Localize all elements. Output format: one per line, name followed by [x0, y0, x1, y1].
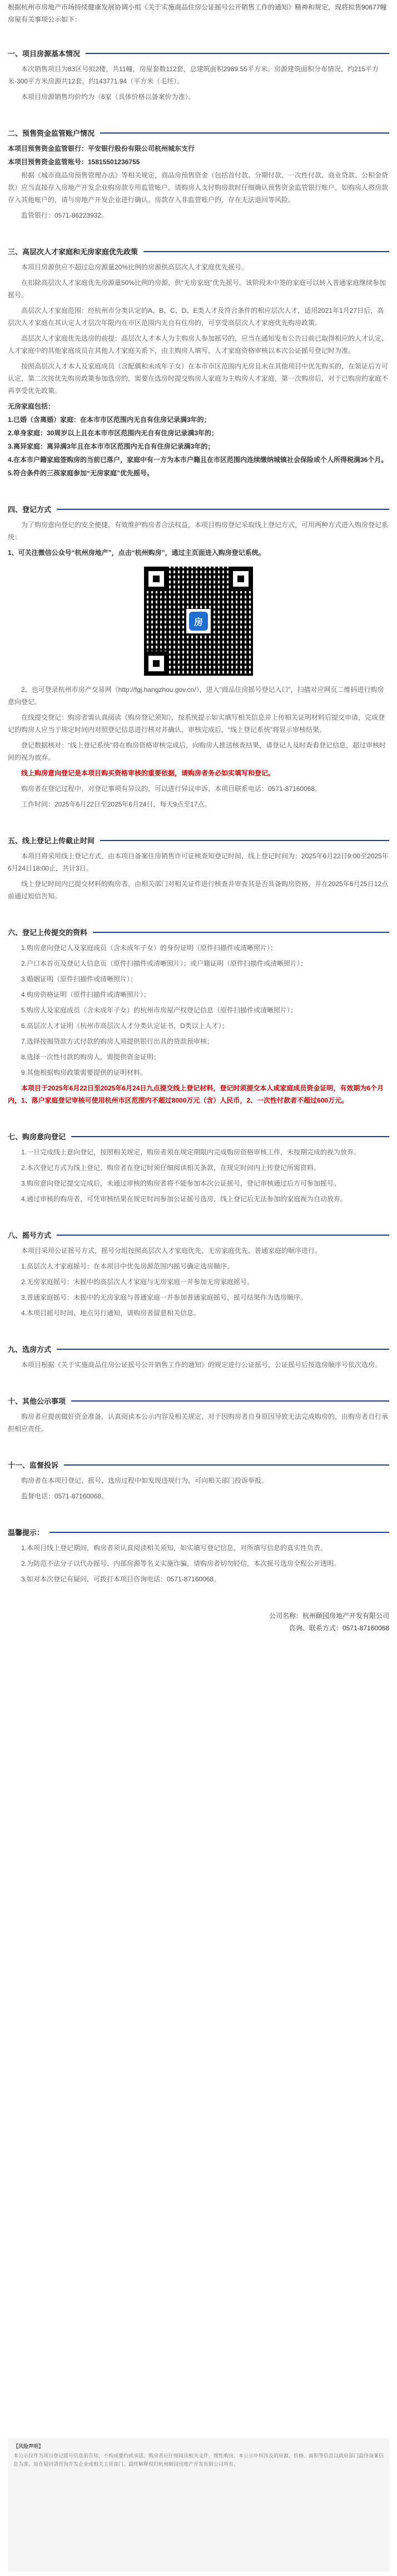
qr-code-wrapper [8, 567, 389, 676]
intro-paragraph: 根据杭州市房地产市场持续健康发展协调小组《关于实施商品住房公证摇号公开销售工作的通知》精神和规定，现将拟售90677幢房屋有关事项公示如下： [8, 3, 387, 23]
contact-info: 咨询、联系方式：0571-87160068 [289, 1624, 389, 1632]
paragraph: 3.普通家庭摇号：未摇中的无房家庭与普通家庭一并参加普通家庭摇号，摇号结果作为选房顺序。 [21, 1294, 307, 1301]
paragraph: 监管银行：0571-86223932。 [21, 212, 108, 219]
section-title-text: 五、线上登记上传截止时间 [8, 837, 95, 845]
paragraph: 3.婚姻证明（原件扫描件或清晰照片）； [21, 975, 137, 983]
paragraph: 7.选择按揭贷款方式付款的购房人须提供银行出具的贷款预审核； [21, 1038, 214, 1045]
highlight-notice: 线上购房意向登记是本项目购买资格审核的重要依据，请购房者务必如实填写和登记。 [21, 769, 275, 777]
list-item: 1.已婚（含离婚）家庭：在本市市区范围内无自有住房记录满3年的； [8, 416, 211, 424]
section-8 [8, 1230, 389, 1319]
section-11 [8, 1459, 389, 1502]
paragraph: 1.高层次人才家庭摇号：在本项目中优先房源范围内摇号确定选房顺序。 [21, 1262, 234, 1270]
paragraph: 本项目将采用线上登记方式，由本项目备案住房销售许可证核查知登记时间，线上登记时间为：2025年6月22日9:00至2025年6月24日18:00止，共计3日。 [8, 852, 389, 872]
section-divider [71, 1400, 389, 1402]
list-item: 2.单身家庭：30周岁以上且在本市市区范围内无自有住房记录满3年的； [8, 429, 219, 437]
section-title [8, 1527, 389, 1537]
paragraph: 3.购房意向登记提交完成后，未通过审核的购房者将不能参加本次公证摇号，登记审核通过后方可参加摇号。 [21, 1179, 341, 1187]
paragraph: 2.为防范不法分子以代办摇号、内部房源等名义实施诈骗，请购房者切勿轻信，本次摇号选房全程公开透明。 [21, 1560, 341, 1567]
paragraph: 本次销售项目为83区号拟2楼，共11幢，房屋套数112套，总建筑面积2989.55平方米。房源建筑面积分布情况，约215平方米-300平方米房源共12套，约143771.94（平方米（毛坯）。 [8, 65, 379, 85]
announcement-content [8, 1, 389, 1634]
paragraph: 线上登记时间内已提交材料的购房者，由相关部门对相关证件进行核查并审查其是否具备购房资格，并在2025年6月25日12点前通过短信告知。 [8, 880, 389, 900]
section-title-text: 温馨提示： [8, 1528, 44, 1537]
list-item: 1、可关注微信公众号“杭州房地产”，点击“杭州购房”，通过主页面进入购房登记系统。 [8, 549, 265, 557]
section-title-text: 九、选房方式 [8, 1345, 52, 1354]
paragraph: 在线提交登记：购房者需认真阅读《购房登记须知》，按系统提示如实填写相关信息并上传相关证明材料后提交申请，完成登记的购房人应当于规定时间内对照登记信息进行核对并确认，审核完成后，“线上登记系统”将显示审核结果。 [8, 714, 385, 734]
section-title [8, 1395, 389, 1406]
paragraph: 1.一旦完成线上意向登记，按照相关规定，购房者须在规定期限内完成购房资格审核工作，未按期完成的视为放弃。 [21, 1148, 361, 1156]
section-divider [49, 1532, 389, 1533]
section-divider [86, 53, 389, 54]
paragraph: 4.通过审核的购房者，可凭审核结果在规定时间参加公证摇号选房，线上登记后无法参加的家庭视为自动放弃。 [21, 1195, 348, 1203]
section-3 [8, 246, 389, 479]
qr-center [186, 609, 211, 633]
paragraph: 3.如对本次登记有疑问，可拨打本项目咨询电话：0571-87160068。 [21, 1575, 221, 1583]
paragraph: 8.选择一次性付款的购房人，需提供资金证明； [21, 1053, 161, 1061]
paragraph: 本项目根据《关于实施商品住房公证摇号公开销售工作的通知》的规定进行公证摇号，公证摇号后按选房顺序号依次选房。 [21, 1361, 382, 1369]
signoff [8, 1610, 389, 1634]
paragraph: 2.本次登记方式为线上登记，购房者在登记时须仔细阅读相关条款，在规定时间内上传登记所需资料。 [21, 1164, 321, 1172]
qr-code-icon[interactable] [144, 567, 253, 676]
section-title [8, 927, 389, 937]
paragraph: 监督电话：0571-87160068。 [21, 1492, 108, 1500]
section-divider [57, 1235, 389, 1236]
section-title [8, 504, 389, 514]
paragraph: 9.其他根据购房政策需要提供的证明材料。 [21, 1069, 147, 1076]
paragraph: 为了购房意向登记的安全便捷，有效维护购房者合法权益，本项目购房登记采取线上登记方式，可用两种方式进入购房登记系统： [8, 521, 389, 541]
paragraph: 5.购房人及家庭成员（含未成年子女）的杭州市房屋产权登记信息（原件扫描件或清晰照片）； [21, 1006, 297, 1014]
section-title [8, 48, 389, 58]
section-title-text: 十、其他公示事项 [8, 1397, 66, 1405]
section-divider [71, 1136, 389, 1137]
paragraph: 1.购房意向登记人及家庭成员（含未成年子女）的身份证明（原件扫描件或清晰照片）； [21, 944, 277, 952]
company-name: 公司名称：杭州颐园房地产开发有限公司 [269, 1612, 389, 1620]
section-divider [100, 840, 389, 841]
section-12 [8, 1527, 389, 1585]
section-divider [57, 509, 389, 510]
section-divider [64, 1464, 389, 1466]
paragraph: 按照高层次人才本人及家庭成员（含配偶和未成年子女）在本市市区范围内无房且未在其他项目中优先购买的，在领证后方可认定，第二次按优先购房政策参加选房的，需要在选房时提交购房人家庭为主购房人才家庭，第一次购房后，对于已购房的家庭不再享受优先政策。 [8, 362, 389, 395]
qr-finder-pattern [229, 567, 253, 591]
section-6 [8, 927, 389, 1107]
section-9 [8, 1344, 389, 1371]
qr-finder-pattern [144, 567, 168, 591]
paragraph: 1.本项目线上登记期间，购房者须认真阅读相关须知，如实填写登记信息，对所填写信息的真实性负责。 [21, 1544, 327, 1552]
qr-finder-pattern [144, 651, 168, 676]
paragraph: 高层次人才家庭范围：经杭州市分类认定的A、B、C、D、E类人才及符合条件的相应层次人才，适用2021年1月27日后，高层次人才家庭在其认定人才层次年限内在市区范围内无自有住房的，可享受高层次人才家庭优先购房政策。 [8, 307, 384, 327]
paragraph: 购房者在登记过程中，对登记事项有异议的，可以进行异议申诉，本项目联系电话：0571-87160068。 [21, 785, 322, 793]
paragraph: 购房者应提前做好资金准备，认真阅读本公示内容及相关规定，对于因购房者自身原因导致无法完成购房的，由购房者自行承担相应责任。 [8, 1413, 389, 1433]
section-1 [8, 48, 389, 103]
section-title [8, 127, 389, 138]
section-title-text: 七、购房意向登记 [8, 1133, 66, 1141]
section-title-text: 四、登记方式 [8, 505, 52, 514]
disclaimer-text: 本公示仅作为项目登记摇号信息的告知，不构成要约或承诺。购房者应仔细阅读相关文件，理性购房。本公示中所涉及的房源、价格、面积等信息以政府部门最终备案信息为准。如有疑问请咨询开发企业或相关主管部门。最终解释权归杭州颐园房地产开发有限公司所有。 [13, 2453, 384, 2467]
paragraph: 2.无房家庭摇号：未摇中的高层次人才家庭与无房家庭一并参加无房家庭摇号。 [21, 1278, 254, 1286]
disclaimer-title: 【风险声明】 [13, 2444, 44, 2449]
info-line: 本项目预售资金监管账号：15815501236755 [8, 158, 140, 166]
section-title-text: 六、登记上传提交的资料 [8, 928, 88, 937]
paragraph: 4.购房资格证明（原件扫描件或清晰照片）； [21, 991, 151, 999]
section-title-text: 八、摇号方式 [8, 1231, 52, 1240]
section-title [8, 1344, 389, 1354]
paragraph: 6.高层次人才证明（杭州市高层次人才分类认定证书，D类以上人才）； [21, 1022, 229, 1030]
section-title [8, 835, 389, 845]
highlight-notice: 本项目于2025年6月22日至2025年6月24日九点提交线上登记材料，登记时须提交本人或家庭成员资金证明，有效期为6个月内，1、落户家庭登记审核可使用杭州市区范围内不超过8000万元（含）人民币，2、一次性付款者不超过600万元。 [8, 1084, 384, 1104]
section-divider [57, 1349, 389, 1350]
section-title [8, 1459, 389, 1470]
paragraph: 高层次人才家庭优先选房的前提：高层次人才本人为主购房人参加摇号的，应当在通知发布公告日前已取得相应的人才认定、人才家庭中的其他家庭成员在其他人才家庭关系下，由主购房人填写，人才家庭资格审核以本次公证摇号登记时为准。 [8, 335, 389, 355]
paragraph: 登记数据核对：“线上登记系统”将在购房资格审核完成后，向购房人推送核查结果，请登记人及时查看登记信息，超过审核时间的视为放弃。 [8, 741, 386, 761]
section-divider [143, 251, 389, 252]
section-title [8, 246, 389, 257]
risk-disclaimer-box [8, 2438, 389, 2572]
list-item: 4.在本市户籍家庭签购房的当前已落户，家庭中有一方为本市户籍且在市区范围内连续缴纳城镇社会保险或个人所得税满36个月。 [8, 456, 388, 464]
section-divider [100, 132, 389, 134]
list-item: 3.离异家庭：离异满3年且在本市市区范围内无自有住房记录满3年的； [8, 443, 215, 450]
section-title-text: 二、预售资金监管账户情况 [8, 129, 95, 137]
paragraph: 购房者在本项目登记、摇号、选房过程中如发现违规行为，可向相关部门投诉举报。 [21, 1477, 269, 1484]
section-divider [93, 932, 389, 933]
section-7 [8, 1131, 389, 1205]
section-title [8, 1131, 389, 1142]
section-5 [8, 835, 389, 902]
section-title-text: 三、高层次人才家庭和无房家庭优先政策 [8, 248, 138, 256]
paragraph: 本项目房源销售均价约为（6家（具体价格以备案价为准）。 [21, 93, 195, 101]
subheading: 无房家庭包括： [8, 402, 55, 410]
paragraph: 本项目房源供应不超过总房源量20%比例的房源供高层次人才家庭优先摇号。 [21, 263, 249, 271]
paragraph: 2.户口本首页及登记人信息页（原件扫描件或清晰照片）；或户籍证明（原件扫描件或清晰照片）； [21, 960, 307, 967]
paragraph: 工作时间：2025年6月22日至2025年6月24日，每天9点至17点。 [21, 800, 211, 808]
paragraph: 本项目采用公证摇号方式，摇号分组按照高层次人才家庭优先、无房家庭优先、普通家庭的顺序进行。 [21, 1247, 322, 1255]
qr-logo: 房 [189, 612, 208, 631]
section-title-text: 十一、监督投诉 [8, 1461, 59, 1469]
sections-container [8, 48, 389, 1585]
paragraph: 根据《城市商品房预售管理办法》等相关规定，商品房预售资金（包括首付款、分期付款、一次性付款、商业贷款、公积金贷款）应当直接存入房地产开发企业购房款专用监管账户，请购房人支付购房款时仔细确认预售资金监管银行账户，如购房人将房款存入其他账户的，请与房地产开发企业进行确认。房款存入非监管账户的，存在无法退回等风险。 [8, 171, 389, 204]
paragraph: 4.本项目摇号时间、地点另行通知，请购房者留意相关信息。 [21, 1309, 201, 1317]
paragraph: 2、也可登录杭州市房产交易网（http://fgj.hangzhou.gov.cn/），进入“商品住房摇号登记入口”，扫描对应网页二维码进行购房意向登记。 [8, 686, 384, 706]
section-4 [8, 504, 389, 810]
info-line: 本项目预售资金监管银行：平安银行股份有限公司杭州城东支行 [8, 145, 195, 153]
section-title [8, 1230, 389, 1240]
section-title-text: 一、项目房源基本情况 [8, 50, 81, 58]
section-2 [8, 127, 389, 222]
paragraph: 在扣除高层次人才家庭优先房源量50%比例的房源，供“无房家庭”优先摇号。该阶段未中签的家庭可以转入普通家庭继续参加摇号。 [8, 279, 386, 299]
list-item: 5.符合条件的三孩家庭参加“无房家庭”优先摇号。 [8, 469, 154, 477]
section-10 [8, 1395, 389, 1435]
